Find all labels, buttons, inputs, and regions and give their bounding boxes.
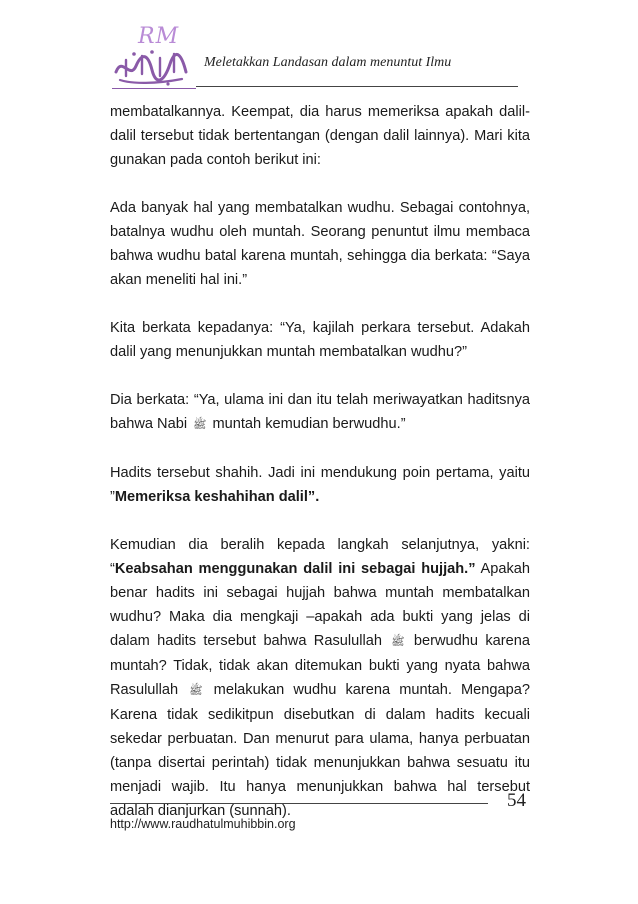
text-run: membatalkannya. Keempat, dia harus memeriksa apakah dalil-dalil tersebut tidak bertentangan (dengan dalil lainnya). Mari kita gunakan pada contoh berikut ini: [110, 104, 530, 168]
logo-calligraphy-icon [112, 46, 190, 86]
page-number: 54 [507, 790, 526, 811]
body-paragraph [110, 388, 530, 437]
body-paragraph [110, 533, 530, 823]
salawat-symbol-icon: ﷺ [193, 418, 207, 431]
text-run: Ada banyak hal yang membatalkan wudhu. Sebagai contohnya, batalnya wudhu oleh muntah. Seorang penuntut ilmu membaca bahwa wudhu batal karena muntah, sehingga dia berkata: “Saya akan meneliti hal ini.” [110, 200, 530, 288]
body-paragraph [110, 100, 530, 172]
bold-emphasis: Keabsahan menggunakan dalil ini sebagai hujjah.” [114, 561, 476, 577]
text-run: Dia berkata: “Ya, ulama ini dan itu telah meriwayatkan haditsnya bahwa Nabi [110, 392, 530, 432]
body-paragraph [110, 196, 530, 292]
text-run: Apakah benar hadits ini sebagai hujjah bahwa muntah membatalkan wudhu? Maka dia mengkaji –apakah ada bukti yang jelas di dalam hadits tersebut bahwa Rasulullah [110, 561, 530, 649]
text-run: Kemudian dia beralih kepada langkah selanjutnya, yakni: “ [110, 537, 530, 577]
body-paragraph [110, 316, 530, 364]
header-rule-accent [112, 88, 196, 89]
body-paragraph [110, 461, 530, 509]
salawat-symbol-icon: ﷺ [391, 635, 405, 648]
salawat-symbol-icon: ﷺ [189, 684, 203, 697]
text-run: muntah kemudian berwudhu.” [208, 416, 406, 432]
bold-emphasis: Memeriksa keshahihan dalil”. [114, 489, 320, 505]
publisher-logo [112, 24, 190, 86]
text-run: Kita berkata kepadanya: “Ya, kajilah perkara tersebut. Adakah dalil yang menunjukkan muntah membatalkan wudhu?” [110, 320, 530, 360]
text-run: melakukan wudhu karena muntah. Mengapa? Karena tidak sedikitpun disebutkan di dalam hadits kecuali sekedar perbuatan. Dan menurut para ulama, hanya perbuatan (tanpa disertai perintah) tidak menunjukkan bahwa sesuatu itu menjadi wajib. Itu hanya menunjukkan bahwa hal tersebut adalah dianjurkan (sunnah). [110, 682, 530, 819]
footer-url: http://www.raudhatulmuhibbin.org [110, 817, 296, 831]
logo-monogram: RM [138, 24, 180, 49]
text-run: berwudhu karena muntah? Tidak, tidak akan ditemukan bukti yang nyata bahwa Rasulullah [110, 633, 530, 698]
footer-rule [110, 803, 488, 804]
header-rule [196, 86, 518, 87]
running-header-title: Meletakkan Landasan dalam menuntut Ilmu [204, 55, 452, 70]
text-run: Hadits tersebut shahih. Jadi ini mendukung poin pertama, yaitu ” [110, 465, 530, 505]
body-text [110, 100, 530, 823]
